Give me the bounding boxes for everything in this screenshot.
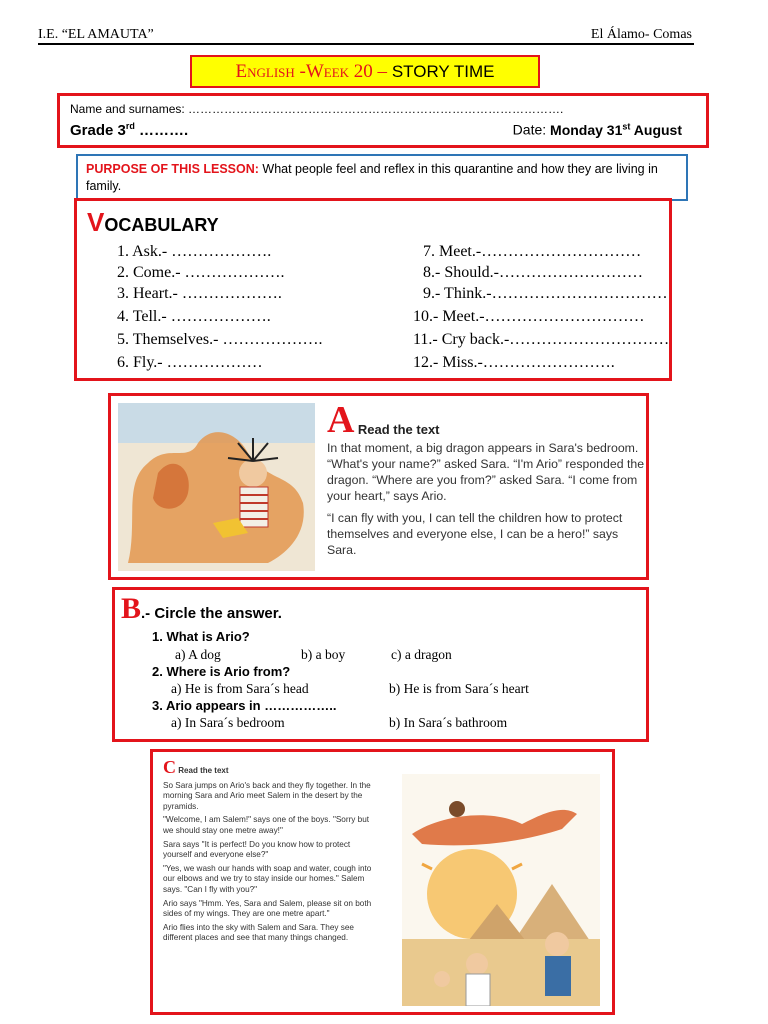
vocab-item: 1. Ask.- ………………. (117, 243, 272, 260)
date-label: Date: (512, 121, 551, 138)
q2-option-b[interactable]: b) He is from Sara´s heart (389, 681, 529, 696)
q3-option-b[interactable]: b) In Sara´s bathroom (389, 715, 508, 730)
title-week: English -Week 20 – (235, 61, 392, 82)
vocab-item: 10.- Meet.-………………………… (413, 308, 645, 325)
section-a-paragraph: In that moment, a big dragon appears in Sara's bedroom. “What's your name?” asked Sara. “I'm Ario” responded the dragon. “Where are you from?” asked Sara. “I come from your heart,” says Ario. (327, 441, 645, 503)
section-a-box (108, 393, 649, 580)
section-c-paragraph: Ario flies into the sky with Salem and Sara. They see different places and see that many things changed. (163, 922, 354, 943)
section-a-paragraph: “I can fly with you, I can tell the children how to protect themselves and everyone else, I can be a hero!” says Sara. (327, 511, 623, 557)
section-c-paragraph: Sara says "It is perfect! Do you know how to protect yourself and everyone else?" (163, 839, 351, 860)
vocab-item: 2. Come.- ………………. (117, 264, 285, 281)
grade-field (70, 121, 188, 139)
title-story-time: STORY TIME (391, 62, 495, 81)
school-location: El Álamo- Comas (590, 27, 692, 42)
q1-option-a[interactable]: a) A dog (175, 647, 221, 662)
question-2: 2. Where is Ario from? (152, 664, 291, 679)
name-field[interactable]: Name and surnames: …………………………………………………………………………………. (70, 102, 564, 116)
date-value: Monday 31 (550, 121, 623, 138)
purpose-text: What people feel and reflex in this quarantine and how they are living in family. (86, 162, 658, 193)
section-c-letter: C (163, 757, 176, 777)
date-field (513, 121, 682, 138)
vocabulary-box (74, 198, 672, 381)
section-b-box (112, 587, 649, 742)
q1-option-c[interactable]: c) a dragon (391, 647, 452, 662)
purpose-box (76, 154, 688, 201)
vocab-item: 5. Themselves.- ………………. (117, 331, 323, 348)
section-c-paragraph: So Sara jumps on Ario's back and they fly together. In the morning Sara and Ario meet Salem in the desert by the pyramids. (163, 780, 371, 811)
section-c-text (163, 757, 378, 947)
section-b-instruction: .- Circle the answer. (141, 605, 282, 622)
section-c-paragraph: "Yes, we wash our hands with soap and water, cough into our elbows and we try to stay inside our homes." Salem says. "Can I fly with you?" (163, 863, 372, 894)
header-divider (38, 43, 694, 45)
desert-illustration (402, 774, 600, 1006)
student-info-box (57, 93, 709, 148)
vocab-item: 3. Heart.- ………………. (117, 285, 282, 302)
section-c-paragraph: "Welcome, I am Salem!" says one of the boys. "Sorry but we should stay one metre away!" (163, 815, 370, 835)
vocab-item: 12.- Miss.-……………………. (413, 354, 615, 371)
vocab-title-rest: OCABULARY (104, 215, 219, 235)
vocabulary-title (87, 207, 219, 238)
vocab-item: 7. Meet.-………………………… (423, 243, 642, 260)
purpose-label: PURPOSE OF THIS LESSON: (86, 162, 259, 176)
section-b-letter: B (121, 592, 142, 625)
vocab-item: 4. Tell.- ………………. (117, 308, 271, 325)
vocab-item: 6. Fly.- ……………… (117, 354, 263, 371)
vocab-item: 9.- Think.-…………………………… (423, 285, 668, 302)
date-month: August (630, 121, 682, 138)
q2-option-a[interactable]: a) He is from Sara´s head (171, 681, 309, 696)
section-c-box (150, 749, 615, 1015)
section-c-paragraph: Ario says "Hmm. Yes, Sara and Salem, please sit on both sides of my wings. They are one metre apart." (163, 898, 372, 919)
section-b-title (121, 592, 282, 626)
section-c-heading: Read the text (178, 766, 229, 775)
vocab-title-initial: V (87, 207, 105, 237)
vocab-item: 11.- Cry back.-………………………… (413, 331, 670, 348)
worksheet-title (190, 55, 540, 88)
date-sup: st (622, 121, 631, 131)
section-a-heading: Read the text (357, 422, 440, 437)
section-a-letter: A (327, 399, 355, 441)
grade-prefix: Grade 3 (70, 122, 126, 139)
grade-sup: rd (125, 121, 135, 131)
question-1: 1. What is Ario? (152, 629, 250, 644)
section-a-text (327, 399, 645, 558)
q1-option-b[interactable]: b) a boy (301, 647, 346, 662)
question-3: 3. Ario appears in …………….. (152, 698, 337, 713)
q3-option-a[interactable]: a) In Sara´s bedroom (171, 715, 285, 730)
vocab-item: 8.- Should.-……………………… (423, 264, 643, 281)
dragon-illustration (118, 403, 315, 571)
school-name: I.E. “EL AMAUTA” (38, 27, 154, 42)
grade-suffix: ………. (134, 122, 189, 139)
